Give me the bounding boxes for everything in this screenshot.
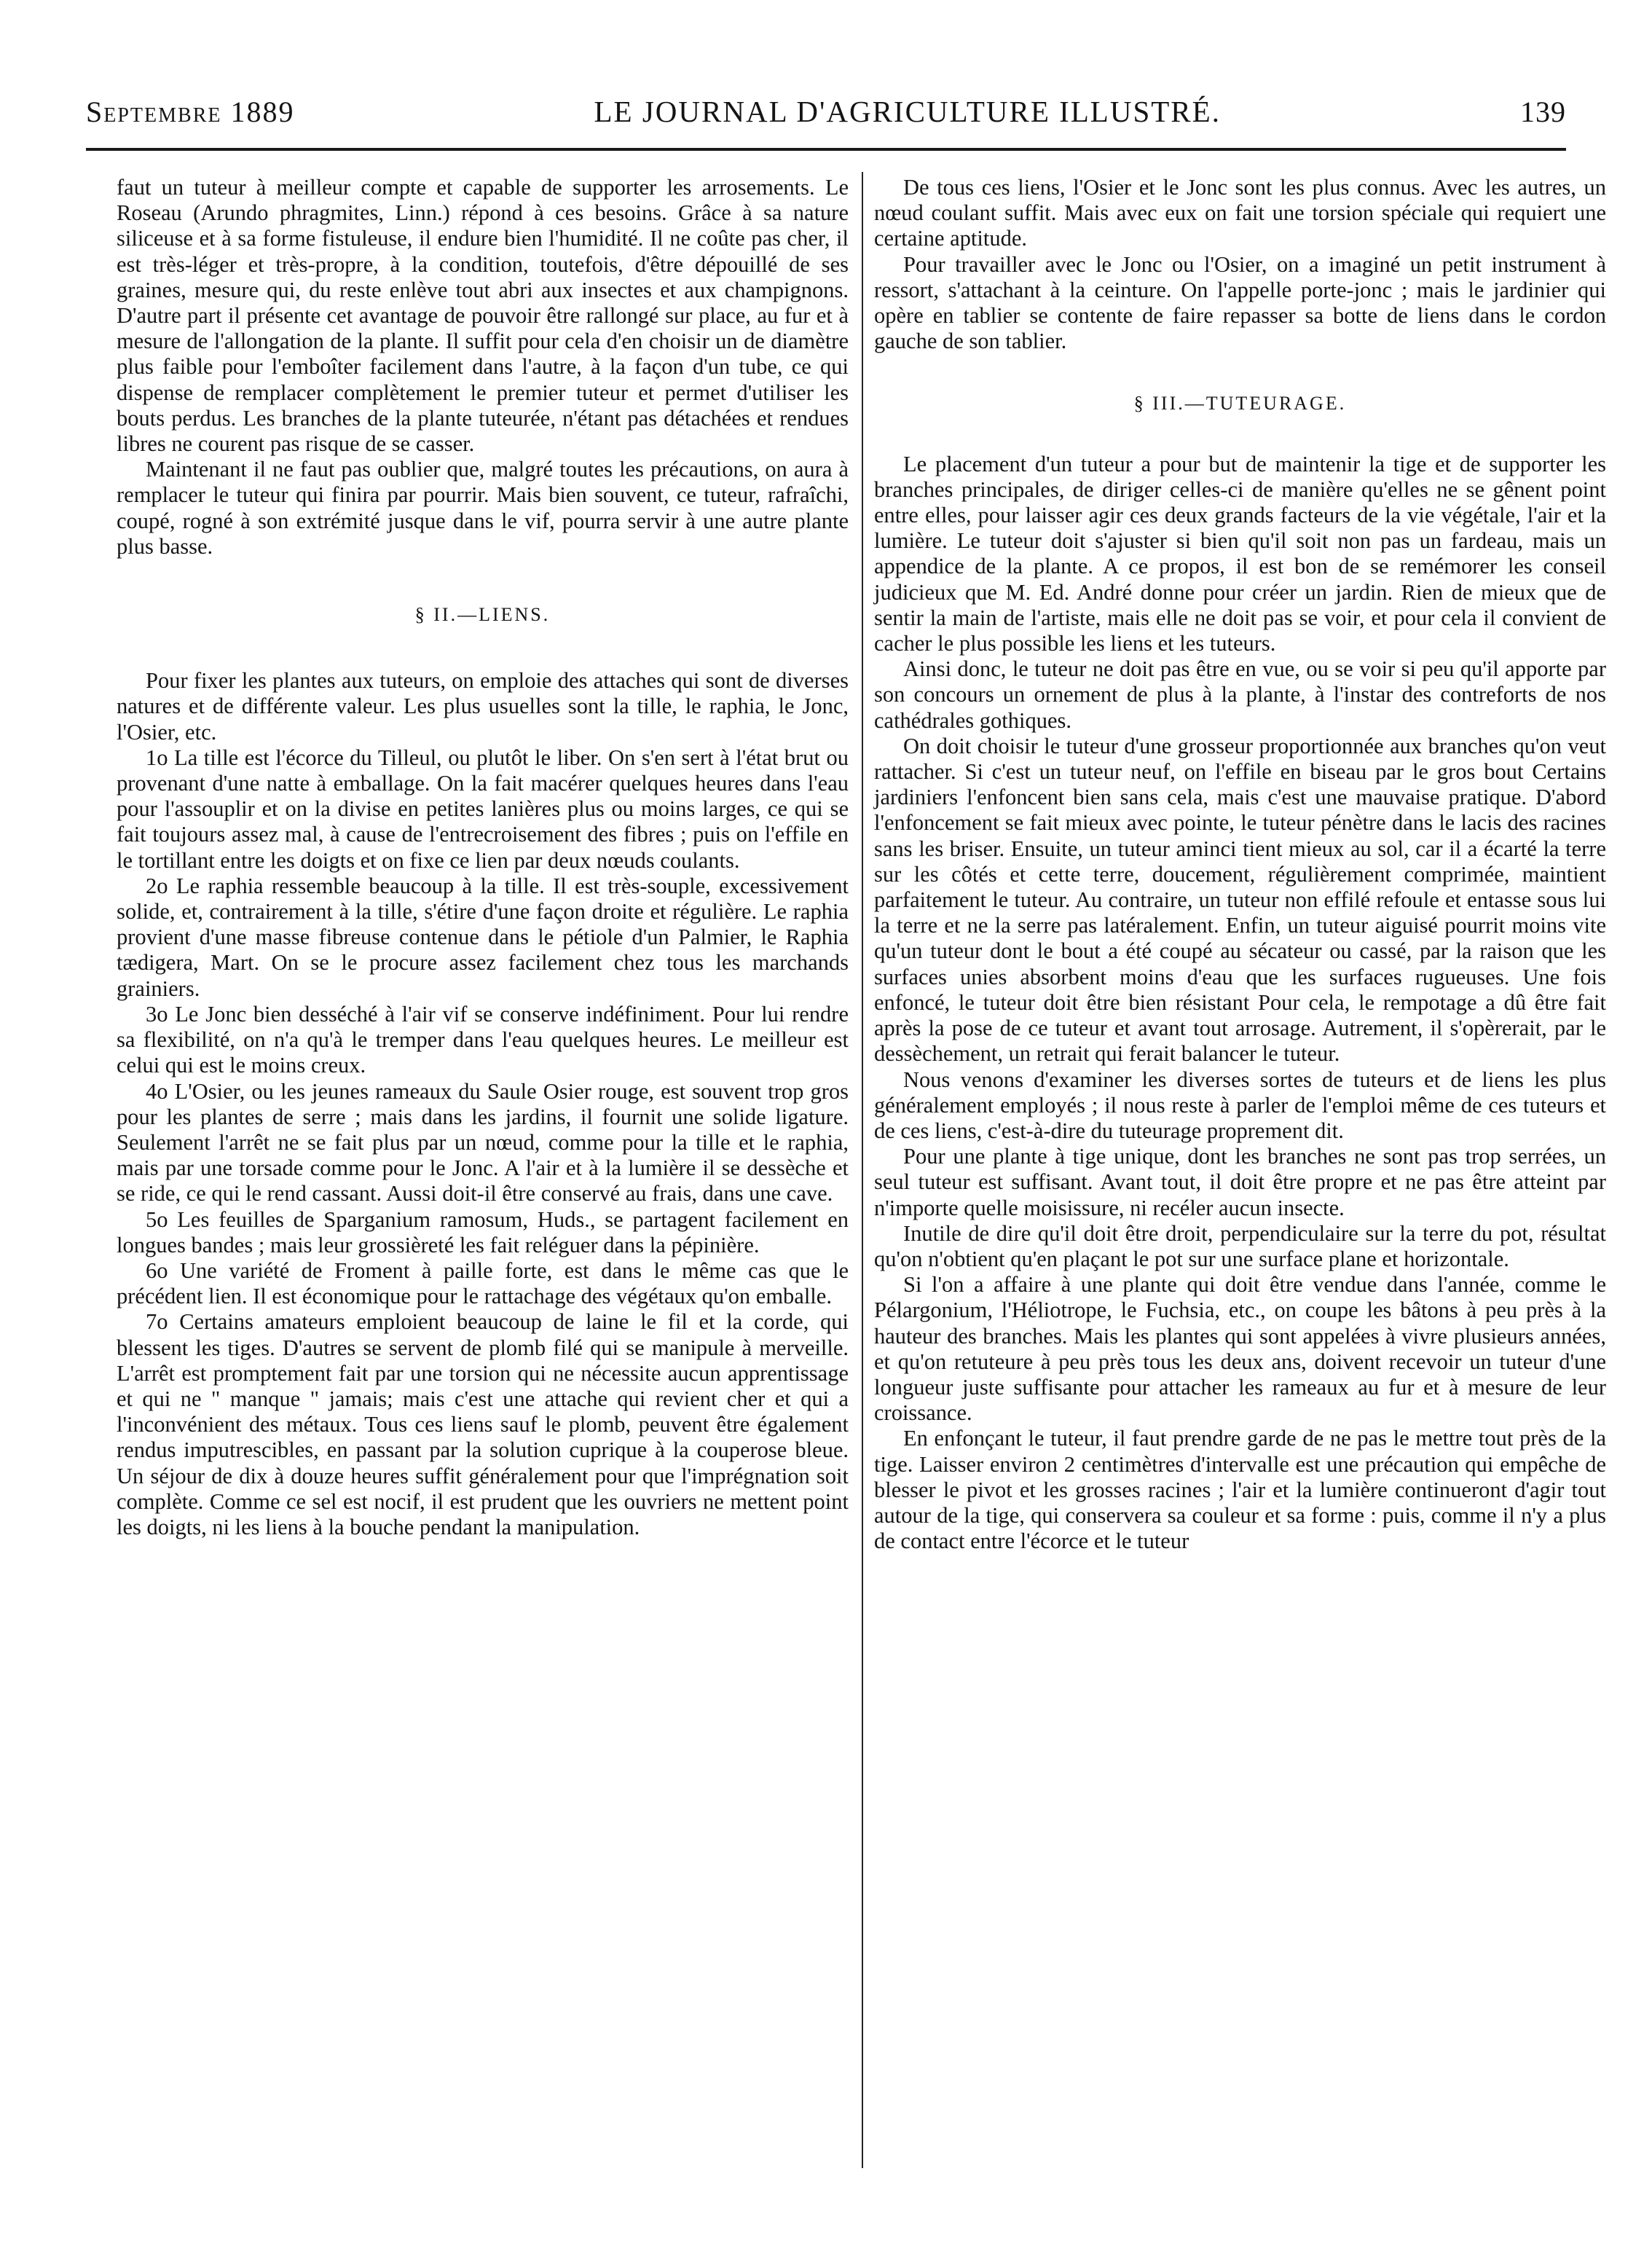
paragraph: On doit choisir le tuteur d'une grosseur proportionnée aux branches qu'on veut rattacher. Si c'est un tuteur neuf, on l'effile en biseau par le gros bout Certains jardiniers l'enfoncent bien sans cela, mais c'est une mauvaise pratique. D'abord l'enfoncement se fait mieux avec pointe, le tuteur pénètre dans le lacis des racines sans les briser. Ensuite, un tuteur aminci tient mieux au sol, car il a écarté la terre sur les côtés et cette terre, doucement, régulièrement comprimée, maintient parfaitement le tuteur. Au contraire, un tuteur non effilé refoule et entasse sous lui la terre et ne la serre pas latéralement. Enfin, un tuteur aiguisé pourrit moins vite qu'un tuteur dont le bout a été coupé au sécateur ou cassé, par la raison que les surfaces unies absorbent moins d'eau que les surfaces rugueuses. Une fois enfoncé, le tuteur doit être bien résistant Pour cela, le rempotage a dû être fait après la pose de ce tuteur et avant tout arrosage. Autrement, il s'opèrerait, par le dessèchement, un retrait qui ferait balancer le tuteur. [874,733,1606,1067]
paragraph: Le placement d'un tuteur a pour but de maintenir la tige et de supporter les branches principales, de diriger celles-ci de manière qu'elles ne se gênent point entre elles, pour laisser agir ces deux grands facteurs de la vie végétale, l'air et la lumière. Le tuteur doit s'ajuster si bien qu'il soit non pas un fardeau, mais un appendice de la plante. A ce propos, il est bon de se remémorer les conseil judicieux que M. Ed. André donne pour créer un jardin. Rien de mieux que de sentir la main de l'artiste, mais elle ne doit pas se voir, et pour cela il convient de cacher le plus possible les liens et les tuteurs. [874,451,1606,656]
paragraph: faut un tuteur à meilleur compte et capable de supporter les arrosements. Le Roseau (Arundo phragmites, Linn.) répond à ces besoins. Grâce à sa nature siliceuse et à sa forme fistuleuse, il endure bien l'humidité. Il ne coûte pas cher, il est très-léger et très-propre, à la condition, toutefois, d'être dépouillé de ses graines, mesure qui, du reste enlève tout abri aux insectes et aux champignons. D'autre part il présente cet avantage de pouvoir être rallongé sur place, au fur et à mesure de l'allongation de la plante. Il suffit pour cela d'en choisir un de diamètre plus faible pour l'emboîter facilement dans l'autre, à la façon d'un tube, ce qui dispense de remplacer complètement le premier tuteur et permet d'utiliser les bouts perdus. Les branches de la plante tuteurée, n'étant pas détachées et rendues libres ne courent pas risque de se casser. [117,175,849,457]
paragraph: De tous ces liens, l'Osier et le Jonc sont les plus connus. Avec les autres, un nœud coulant suffit. Mais avec eux on fait une torsion spéciale qui requiert une certaine aptitude. [874,175,1606,251]
column-divider [862,172,863,2168]
paragraph: Si l'on a affaire à une plante qui doit être vendue dans l'année, comme le Pélargonium, l'Héliotrope, le Fuchsia, etc., on coupe les bâtons à peu près à la hauteur des branches. Mais les plantes qui sont appelées à vivre plusieurs années, et qu'on retuteure à peu près tous les deux ans, doivent recevoir un tuteur d'une longueur juste suffisante pour attacher les rameaux au fur et à mesure de leur croissance. [874,1272,1606,1426]
paragraph: Ainsi donc, le tuteur ne doit pas être en vue, ou se voir si peu qu'il apporte par son concours un ornement de plus à la plante, à l'instar des contreforts de nos cathédrales gothiques. [874,656,1606,733]
section-heading-liens: § II.—LIENS. [414,604,551,626]
paragraph: Inutile de dire qu'il doit être droit, perpendiculaire sur la terre du pot, résultat qu'on n'obtient qu'en plaçant le pot sur une surface plane et horizontale. [874,1220,1606,1271]
issue-date: Septembre 1889 [86,95,295,128]
paragraph: 4o L'Osier, ou les jeunes rameaux du Saule Osier rouge, est souvent trop gros pour les plantes de serre ; mais dans les jardins, il fournit une solide ligature. Seulement l'arrêt ne se fait plus par un nœud, comme pour la tille et le raphia, mais par une torsade comme pour le Jonc. A l'air et à la lumière il se dessèche et se ride, ce qui le rend cassant. Aussi doit-il être conservé au frais, dans une cave. [117,1078,849,1206]
running-head [86,86,1566,137]
right-column [874,175,1606,1554]
paragraph: En enfonçant le tuteur, il faut prendre garde de ne pas le mettre tout près de la tige. Laisser environ 2 centimètres d'intervalle est une précaution qui empêche de blesser le pivot et les grosses racines ; l'air et la lumière continueront d'agir tout autour de la tige, qui conservera sa couleur et sa forme : puis, comme il n'y a plus de contact entre l'écorce et le tuteur [874,1426,1606,1554]
header-rule [86,148,1566,151]
paragraph: Nous venons d'examiner les diverses sortes de tuteurs et de liens les plus généralement employés ; il nous reste à parler de l'emploi même de ces tuteurs et de ces liens, c'est-à-dire du tuteurage proprement dit. [874,1067,1606,1143]
paragraph: 1o La tille est l'écorce du Tilleul, ou plutôt le liber. On s'en sert à l'état brut ou provenant d'une natte à emballage. On la fait macérer quelques heures dans l'eau pour l'assouplir et on la divise en petites lanières plus ou moins larges, ce qui se fait toujours assez mal, à cause de l'entrecroisement des fibres ; puis on l'effile en le tortillant entre les doigts et on fixe ce lien par deux nœuds coulants. [117,745,849,873]
section-heading-tuteurage: § III.—TUTEURAGE. [1133,393,1347,415]
paragraph: 6o Une variété de Froment à paille forte, est dans le même cas que le précédent lien. Il est économique pour le rattachage des végétaux qu'on emballe. [117,1257,849,1309]
paragraph: Pour fixer les plantes aux tuteurs, on emploie des attaches qui sont de diverses natures et de différente valeur. Les plus usuelles sont la tille, le raphia, le Jonc, l'Osier, etc. [117,668,849,745]
paragraph: 2o Le raphia ressemble beaucoup à la tille. Il est très-souple, excessivement solide, et, contrairement à la tille, s'étire d'une façon droite et régulière. Le raphia provient d'une masse fibreuse contenue dans le pétiole d'un Palmier, le Raphia tædigera, Mart. On se le procure assez facilement chez tous les marchands grainiers. [117,873,849,1001]
paragraph: Maintenant il ne faut pas oublier que, malgré toutes les précautions, on aura à remplacer le tuteur qui finira par pourrir. Mais bien souvent, ce tuteur, rafraîchi, coupé, rogné à son extrémité jusque dans le vif, pourra servir à une autre plante plus basse. [117,457,849,559]
page-number: 139 [1519,95,1566,128]
paragraph: Pour une plante à tige unique, dont les branches ne sont pas trop serrées, un seul tuteur est suffisant. Avant tout, il doit être propre et ne pas être atteint par n'importe quelle moisissure, ni recéler aucun insecte. [874,1144,1606,1220]
paragraph: 3o Le Jonc bien desséché à l'air vif se conserve indéfiniment. Pour lui rendre sa flexibilité, on n'a qu'à le tremper dans l'eau quelques heures. Le meilleur est celui qui est le moins creux. [117,1001,849,1078]
paragraph: Pour travailler avec le Jonc ou l'Osier, on a imaginé un petit instrument à ressort, s'attachant à la ceinture. On l'appelle porte-jonc ; mais le jardinier qui opère en tablier se contente de faire repasser sa botte de liens dans le cordon gauche de son tablier. [874,251,1606,354]
paragraph: 5o Les feuilles de Sparganium ramosum, Huds., se partagent facilement en longues bandes ; mais leur grossièreté les fait reléguer dans la pépinière. [117,1206,849,1257]
paragraph: 7o Certains amateurs emploient beaucoup de laine le fil et la corde, qui blessent les tiges. D'autres se servent de plomb filé qui se manipule à merveille. L'arrêt est promptement fait par une torsion qui ne nécessite aucun apprentissage et qui ne " manque " jamais; mais c'est une attache qui revient cher et qui a l'inconvénient des métaux. Tous ces liens sauf le plomb, peuvent être également rendus imputrescibles, en passant par la solution cuprique à la couperose bleue. Un séjour de dix à douze heures suffit généralement pour que l'imprégnation soit complète. Comme ce sel est nocif, il est prudent que les ouvriers ne mettent point les doigts, ni les liens à la bouche pendant la manipulation. [117,1309,849,1539]
left-column [117,175,849,1540]
journal-title: LE JOURNAL D'AGRICULTURE ILLUSTRÉ. [594,95,1221,128]
